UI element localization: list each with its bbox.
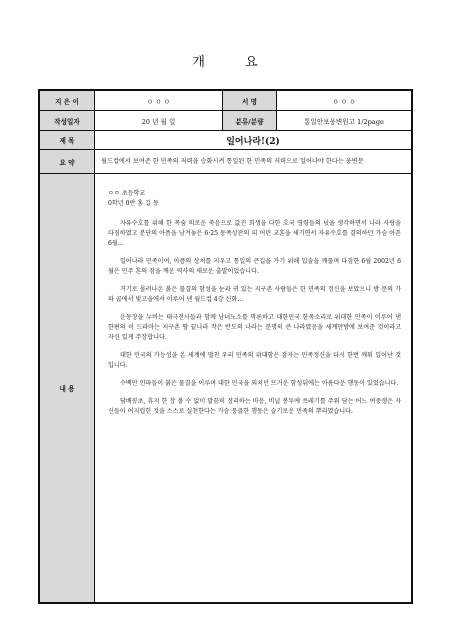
summary-row (40, 150, 411, 174)
page-title: 개 요 (192, 55, 276, 70)
name-value: ㅇ ㅇ ㅇ (276, 91, 411, 110)
paragraph: 자유수호를 위해 한 목숨 의로운 죽음으로 값진 희생을 다한 호국 영령들의 넋을 생각하면서 나라 사랑을 다짐하였고 분단의 아픔을 남겨놓은 6·25 동족상잔의 피 어린 교훈을 새기면서 자유수호를 결의하던 가슴 아픈 6월… (108, 220, 401, 247)
category-label: 분류/분량 (222, 111, 276, 130)
date-row (40, 111, 411, 131)
paragraph: 일어나라 민족이여, 아픔의 상처를 지우고 통일의 큰길을 가기 위해 입술을 깨물며 다짐한 6월 2002년 6월은 민주 혼의 잠을 깨운 역사의 새로운 출발이었습니다. (108, 258, 401, 275)
summary-form (38, 89, 413, 604)
paragraph: 수백만 인파들이 붉은 물결을 이루며 대한 민국을 외치던 뜨거운 함성뒤에는 아름다운 행동이 있었습니다. (120, 380, 399, 387)
subject-value: 일어나라!(2) (94, 131, 411, 149)
subject-label: 제 목 (40, 131, 94, 149)
student-name: 0학년 0반 홍 길 동 (108, 200, 159, 207)
summary-label: 요 약 (40, 150, 94, 173)
paragraph: 운동장을 누비는 태극전사들과 함께 남녀노소를 막론하고 대한민국 한목소리로 위대한 민족이 이루어 낸 한편의 이 드라마는 지구촌 땅 끝나라 작은 반도의 나라는 분명히 큰 나라였음을 세계만방에 보여준 것이라고 자신 있게 주장합니다. (108, 314, 401, 341)
content-row (40, 174, 411, 602)
content-label: 내 용 (40, 174, 94, 602)
date-label: 작성일자 (40, 111, 94, 130)
school-name: ㅇㅇ 초등학교 (108, 190, 146, 197)
author-value: ㅇ ㅇ ㅇ (94, 91, 222, 110)
paragraph: 거기로 몰려나온 붉은 물결의 함성을 눈과 귀 있는 지구촌 사람들은 한 민족의 정신을 보았으니 방 문의 가파 골에서 빛고을에서 이루어 낸 월드컵 4강 신화… (108, 286, 401, 303)
category-value: 통일안보웅변원고 1/2page (276, 111, 411, 130)
name-label: 서 명 (222, 91, 276, 110)
author-label: 지 은 이 (40, 91, 94, 110)
paragraph: 대한 민국의 가능성을 온 세계에 떨친 우리 민족의 위대함은 잠자는 민족정신을 다시 한번 깨워 일어난 것입니다. (108, 352, 401, 369)
summary-value: 월드컵에서 보여준 한 민족의 저력을 승화시켜 통일된 한 민족의 저력으로 일어나야 한다는 웅변문 (94, 150, 411, 173)
author-row (40, 91, 411, 111)
content-body (94, 174, 411, 602)
date-value: 20 년 월 일 (94, 111, 222, 130)
paragraph: 담배꽁초, 휴지 한 장 볼 수 없이 말끔히 정리하는 마음, 비닐 봉투에 쓰레기를 주워 담는 어느 여중생은 자신들이 어지럽힌 것을 스스로 실천한다는 가슴 뭉클한 행동은 슬기로운 민족의 뿌리였습니다. (108, 398, 401, 415)
subject-row (40, 131, 411, 150)
